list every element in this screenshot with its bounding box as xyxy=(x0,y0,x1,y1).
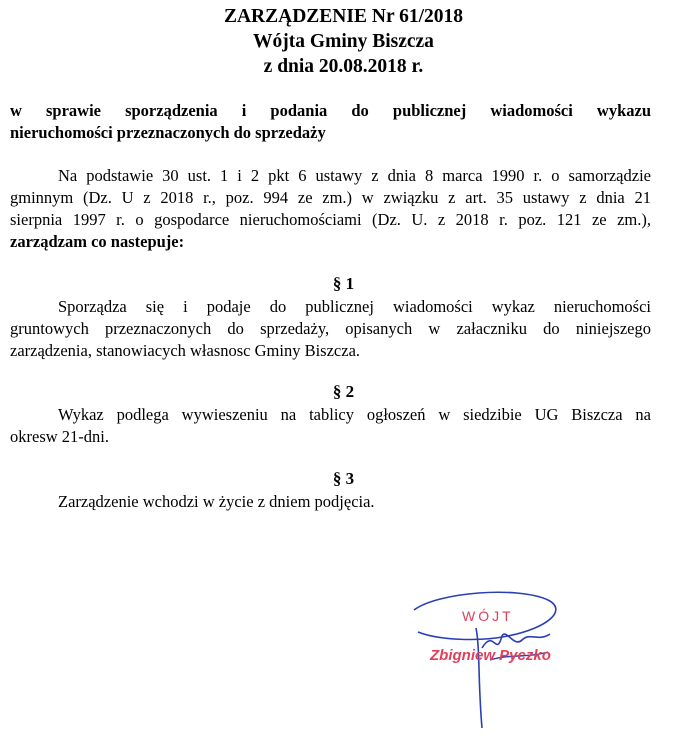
preamble-line-2: gminnym (Dz. U z 2018 r., poz. 994 ze zm.) w związku z art. 35 ustawy z dnia 21 xyxy=(10,188,651,207)
signature-stroke xyxy=(476,628,482,728)
section-1-heading: § 1 xyxy=(332,274,355,293)
preamble-line-1: Na podstawie 30 ust. 1 i 2 pkt 6 ustawy z dnia 8 marca 1990 r. o samorządzie xyxy=(58,166,651,185)
section-3-body xyxy=(10,491,651,513)
section-1-body xyxy=(10,296,651,362)
section-2-body xyxy=(10,404,651,448)
section-2-line-1: Wykaz podlega wywieszeniu na tablicy ogłoszeń w siedzibie UG Biszcza na xyxy=(58,405,651,424)
section-1-line-3: zarządzenia, stanowiacych własnosc Gminy Biszcza. xyxy=(10,341,361,360)
preamble xyxy=(10,165,651,253)
section-1-line-1: Sporządza się i podaje do publicznej wiadomości wykaz nieruchomości xyxy=(58,297,651,316)
signature-stroke xyxy=(482,634,550,648)
document-subject xyxy=(10,100,651,144)
preamble-line-4: zarządzam co nastepuje: xyxy=(10,232,185,251)
section-3-heading: § 3 xyxy=(332,469,355,488)
subject-line-2: nieruchomości przeznaczonych do sprzedaży xyxy=(10,123,326,142)
stamp-title: WÓJT xyxy=(462,608,514,624)
document-title: ZARZĄDZENIE Nr 61/2018 xyxy=(223,6,464,27)
section-1-line-2: gruntowych przeznaczonych do sprzedaży, opisanych w załaczniku do niniejszego xyxy=(10,319,651,338)
subject-line-1: w sprawie sporządzenia i podania do publicznej wiadomości wykazu xyxy=(10,101,651,120)
issuer: Wójta Gminy Biszcza xyxy=(253,31,434,52)
section-2-heading: § 2 xyxy=(332,382,355,401)
issue-date: z dnia 20.08.2018 r. xyxy=(263,56,424,77)
preamble-line-3: sierpnia 1997 r. o gospodarce nieruchomościami (Dz. U. z 2018 r. poz. 121 ze zm.), xyxy=(10,210,651,229)
stamp-name: Zbigniew Pyczko xyxy=(430,647,551,664)
document-header xyxy=(0,4,687,79)
section-3-line-1: Zarządzenie wchodzi w życie z dniem podjęcia. xyxy=(58,492,375,511)
section-2-line-2: okresw 21-dni. xyxy=(10,427,109,446)
